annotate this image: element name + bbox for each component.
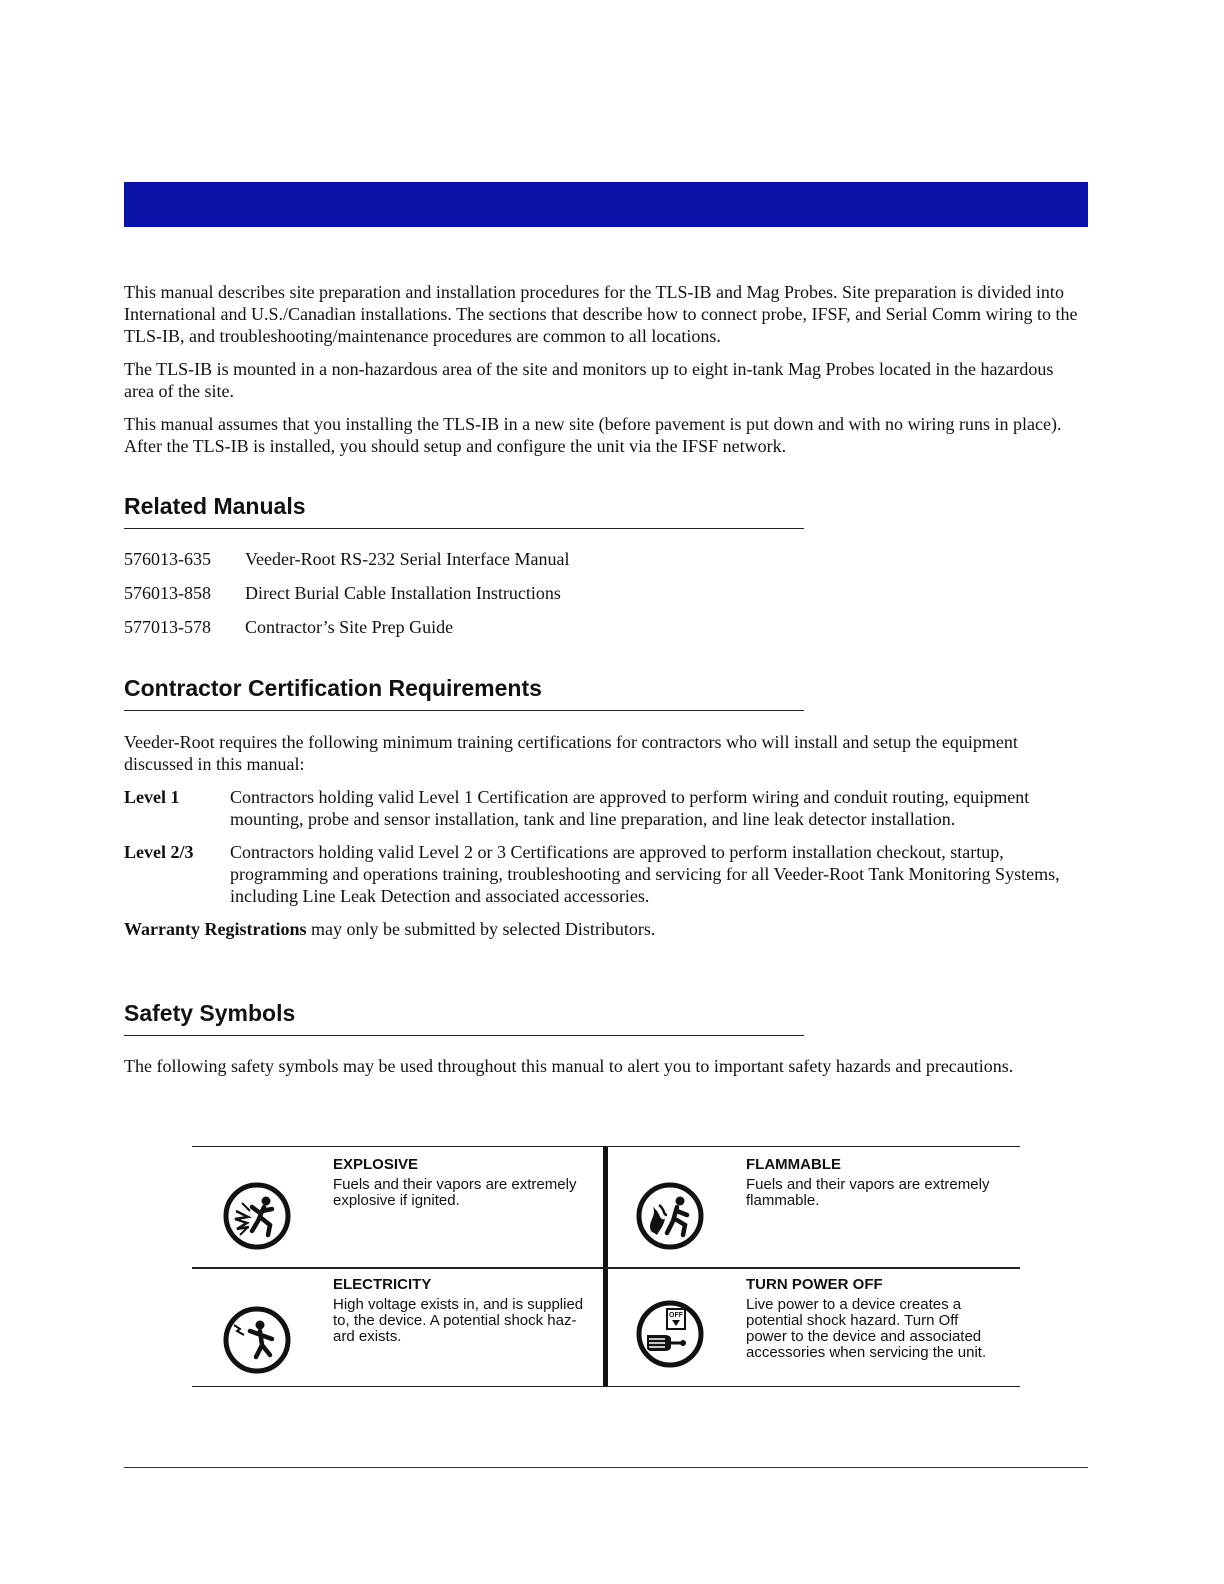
intro-paragraph: This manual describes site preparation and installation procedures for the TLS-IB and Mag Probes. Site preparation is divided into International and U.S./Canadian installations. The sections that describe how to connect probe, IFSF, and Serial Comm wiring to the TLS-IB, and troubleshooting/maintenance procedures are common to all locations.	[124, 282, 1078, 346]
symbol-cell-flammable	[606, 1147, 1020, 1267]
electricity-icon	[222, 1305, 292, 1375]
symbol-description-line: Fuels and their vapors are extremely	[333, 1176, 577, 1193]
manual-title: Direct Burial Cable Installation Instructions	[245, 583, 561, 603]
intro-paragraph: This manual assumes that you installing the TLS-IB in a new site (before pavement is put down and with no wiring runs in place). After the TLS-IB is installed, you should setup and configure the unit via the IFSF network.	[124, 414, 1062, 456]
manual-item	[124, 581, 570, 615]
symbol-description-line: accessories when servicing the unit.	[746, 1344, 987, 1361]
certification-section	[124, 731, 1084, 951]
manual-item	[124, 615, 570, 649]
symbol-title: TURN POWER OFF	[746, 1276, 883, 1293]
symbol-description-line: flammable.	[746, 1192, 820, 1209]
warranty-label: Warranty Registrations	[124, 919, 307, 939]
level-term: Level 2/3	[124, 842, 194, 862]
symbol-description-line: power to the device and associated	[746, 1328, 982, 1345]
manual-number: 577013-578	[124, 617, 211, 637]
symbol-cell-turn-power-off	[606, 1267, 1020, 1387]
flammable-icon	[635, 1181, 705, 1251]
symbol-description-line: High voltage exists in, and is supplied	[333, 1296, 584, 1313]
certification-heading: Contractor Certification Requirements	[124, 675, 804, 711]
certification-level	[124, 841, 1084, 907]
certification-level	[124, 786, 1084, 830]
manual-number: 576013-858	[124, 583, 211, 603]
symbol-cell-explosive	[192, 1147, 606, 1267]
chapter-title-bar	[124, 182, 1088, 227]
symbol-description-line: Fuels and their vapors are extremely	[746, 1176, 990, 1193]
level-term: Level 1	[124, 787, 180, 807]
intro-paragraph: The TLS-IB is mounted in a non-hazardous area of the site and monitors up to eight in-tank Mag Probes located in the hazardous area of the site.	[124, 359, 1054, 401]
level-description: Contractors holding valid Level 1 Certification are approved to perform wiring and conduit routing, equipment mounting, probe and sensor installation, tank and line preparation, and line leak detector installation.	[230, 787, 1030, 829]
symbol-description-line: potential shock hazard. Turn Off	[746, 1312, 959, 1329]
symbol-description-line: to, the device. A potential shock haz-	[333, 1312, 577, 1329]
intro-section	[124, 281, 1084, 468]
level-description: Contractors holding valid Level 2 or 3 Certifications are approved to perform installation checkout, startup, programming and operations training, troubleshooting and servicing for all Veeder-Root Tank Monitoring Systems, including Line Leak Detection and associated accessories.	[230, 842, 1060, 906]
off-label: OFF	[669, 1312, 683, 1319]
symbol-text	[746, 1277, 1008, 1361]
symbol-text	[333, 1277, 595, 1345]
manual-number: 576013-635	[124, 549, 211, 569]
certification-intro: Veeder-Root requires the following minimum training certifications for contractors who will install and setup the equipment discussed in this manual:	[124, 732, 1018, 774]
symbol-text	[746, 1157, 1008, 1209]
manual-title: Contractor’s Site Prep Guide	[245, 617, 454, 637]
symbol-cell-electricity	[192, 1267, 606, 1387]
symbol-description-line: ard exists.	[333, 1328, 402, 1345]
power-off-icon	[635, 1299, 705, 1369]
safety-intro: The following safety symbols may be used throughout this manual to alert you to important safety hazards and precautions.	[124, 1056, 1014, 1076]
warranty-note	[124, 918, 1084, 940]
explosive-icon	[222, 1181, 292, 1251]
manual-title: Veeder-Root RS-232 Serial Interface Manual	[245, 549, 570, 569]
symbol-text	[333, 1157, 595, 1209]
safety-symbols-heading: Safety Symbols	[124, 1000, 804, 1036]
safety-intro-section	[124, 1055, 1024, 1088]
symbol-title: EXPLOSIVE	[333, 1156, 419, 1173]
symbol-title: FLAMMABLE	[746, 1156, 841, 1173]
symbol-title: ELECTRICITY	[333, 1276, 432, 1293]
footer-rule	[124, 1467, 1088, 1468]
manual-item	[124, 547, 570, 581]
related-manuals-heading: Related Manuals	[124, 493, 804, 529]
symbol-description-line: explosive if ignited.	[333, 1192, 460, 1209]
related-manuals-list	[124, 547, 570, 649]
warranty-text: may only be submitted by selected Distributors.	[306, 919, 656, 939]
safety-symbols-table	[192, 1146, 1020, 1387]
symbol-description-line: Live power to a device creates a	[746, 1296, 962, 1313]
